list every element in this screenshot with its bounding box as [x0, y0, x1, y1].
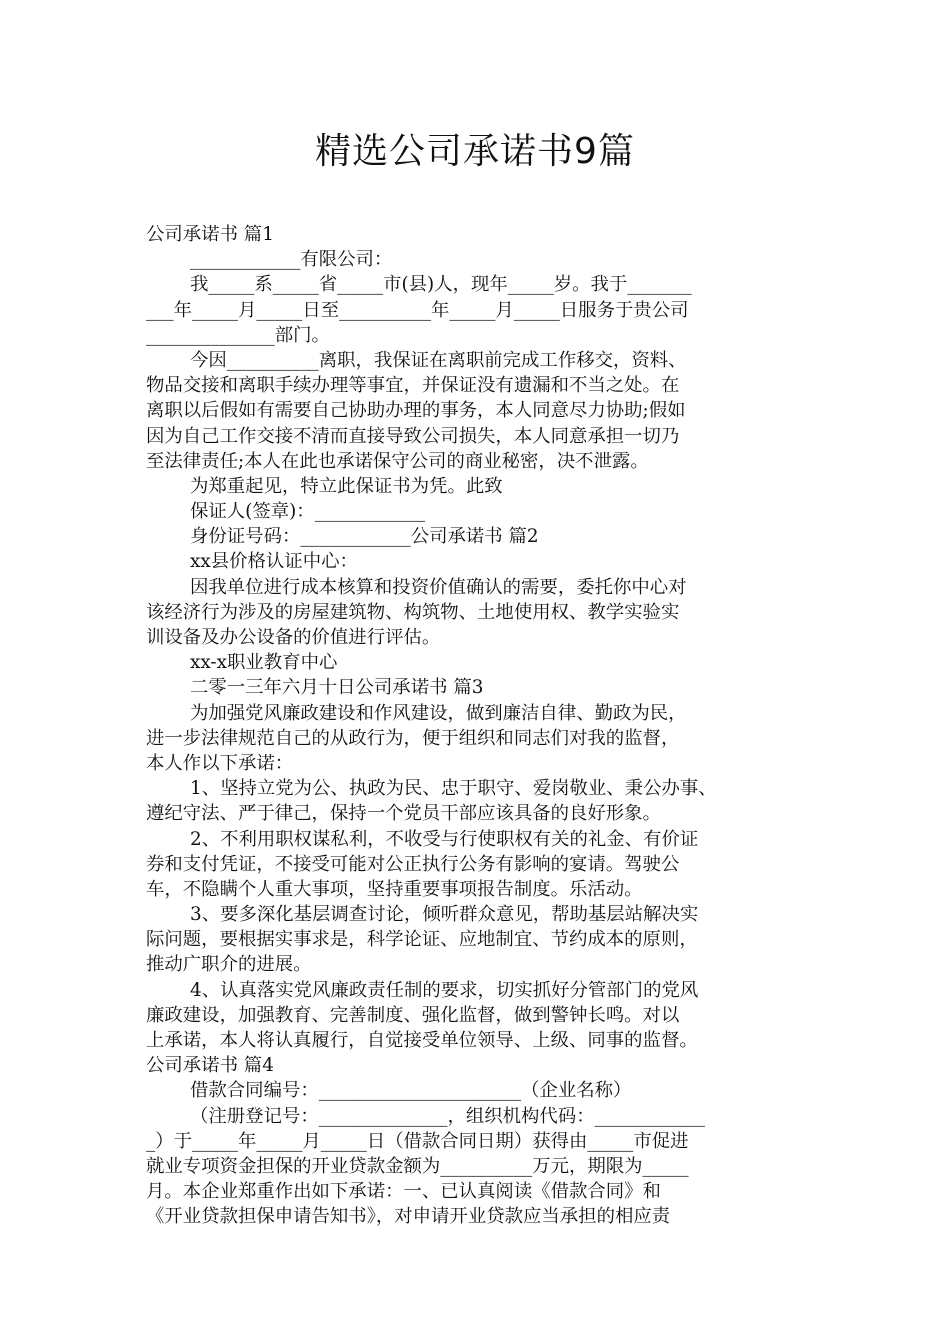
text-line: 3、要多深化基层调查讨论，倾听群众意见，帮助基层站解决实: [190, 904, 699, 926]
text-line: 今因__________离职，我保证在离职前完成工作移交，资料、: [190, 349, 687, 371]
text-line: 推动广职介的进展。: [146, 954, 312, 976]
text-line: 廉政建设，加强教育、完善制度、强化监督，做到警钟长鸣。对以: [146, 1004, 680, 1026]
text-line: 二零一三年六月十日公司承诺书 篇3: [190, 677, 484, 699]
document-body: [146, 222, 822, 1230]
text-line: ______________部门。: [146, 324, 330, 346]
text-line: 训设备及办公设备的价值进行评估。: [146, 627, 441, 648]
text-line: 借款合同编号：______________________（企业名称）: [190, 1080, 632, 1102]
text-line: 因我单位进行成本核算和投资价值确认的需要，委托你中心对: [190, 576, 687, 598]
text-line: 就业专项资金担保的开业贷款金额为__________万元，期限为_____: [146, 1155, 689, 1177]
text-line: xx-x职业教育中心: [190, 652, 338, 674]
text-line: 进一步法律规范自己的从政行为，便于组织和同志们对我的监督，: [146, 727, 680, 749]
document-title: 精选公司承诺书9篇: [315, 131, 635, 172]
text-line: ___年_____月_____日至__________年_____月_____日服务于贵公司: [146, 299, 689, 321]
text-line: 保证人(签章)：____________: [190, 501, 426, 523]
text-line: 至法律责任;本人在此也承诺保守公司的商业秘密，决不泄露。: [146, 450, 649, 472]
text-line: 4、认真落实党风廉政责任制的要求，切实抓好分管部门的党风: [190, 979, 699, 1001]
text-line: 上承诺，本人将认真履行，自觉接受单位领导、上级、同事的监督。: [146, 1030, 698, 1051]
text-line: 该经济行为涉及的房屋建筑物、构筑物、土地使用权、教学实验实: [146, 601, 680, 623]
text-line: 际问题，要根据实事求是，科学论证、应地制宜、节约成本的原则，: [146, 929, 698, 951]
text-line: 物品交接和离职手续办理等事宜，并保证没有遗漏和不当之处。在: [146, 375, 680, 397]
text-line: 为郑重起见，特立此保证书为凭。此致: [190, 475, 503, 497]
text-line: 身份证号码：____________公司承诺书 篇2: [190, 526, 539, 548]
text-line: 1、坚持立党为公、执政为民、忠于职守、爱岗敬业、秉公办事、: [190, 778, 717, 800]
text-line: xx县价格认证中心：: [190, 551, 358, 573]
text-line: _）于_____年_____月_____日（借款合同日期）获得由_____市促进: [146, 1130, 689, 1152]
text-line: 车，不隐瞒个人重大事项，坚持重要事项报告制度。乐活动。: [146, 878, 643, 900]
text-line: （注册登记号：______________，组织机构代码：____________: [190, 1105, 705, 1127]
text-line: 遵纪守法、严于律己，保持一个党员干部应该具备的良好形象。: [146, 803, 661, 825]
text-line: 离职以后假如有需要自己协助办理的事务，本人同意尽力协助;假如: [146, 400, 686, 422]
text-line: 因为自己工作交接不清而直接导致公司损失，本人同意承担一切乃: [146, 425, 680, 447]
text-line: 公司承诺书 篇1: [146, 224, 274, 245]
text-line: 2、不利用职权谋私利，不收受与行使职权有关的礼金、有价证: [190, 828, 699, 850]
text-line: ____________有限公司：: [190, 249, 393, 271]
text-line: 为加强党风廉政建设和作风建设，做到廉洁自律、勤政为民，: [190, 702, 687, 724]
text-line: 我_____系_____省_____市(县)人，现年_____岁。我于_______: [190, 274, 692, 296]
text-line: 《开业贷款担保申请告知书》，对申请开业贷款应当承担的相应责: [146, 1206, 671, 1228]
text-line: 本人作以下承诺：: [146, 752, 294, 774]
text-line: 月。本企业郑重作出如下承诺：一、已认真阅读《借款合同》和: [146, 1181, 661, 1203]
text-line: 公司承诺书 篇4: [146, 1055, 274, 1077]
text-line: 券和支付凭证，不接受可能对公正执行公务有影响的宴请。驾驶公: [146, 853, 680, 875]
